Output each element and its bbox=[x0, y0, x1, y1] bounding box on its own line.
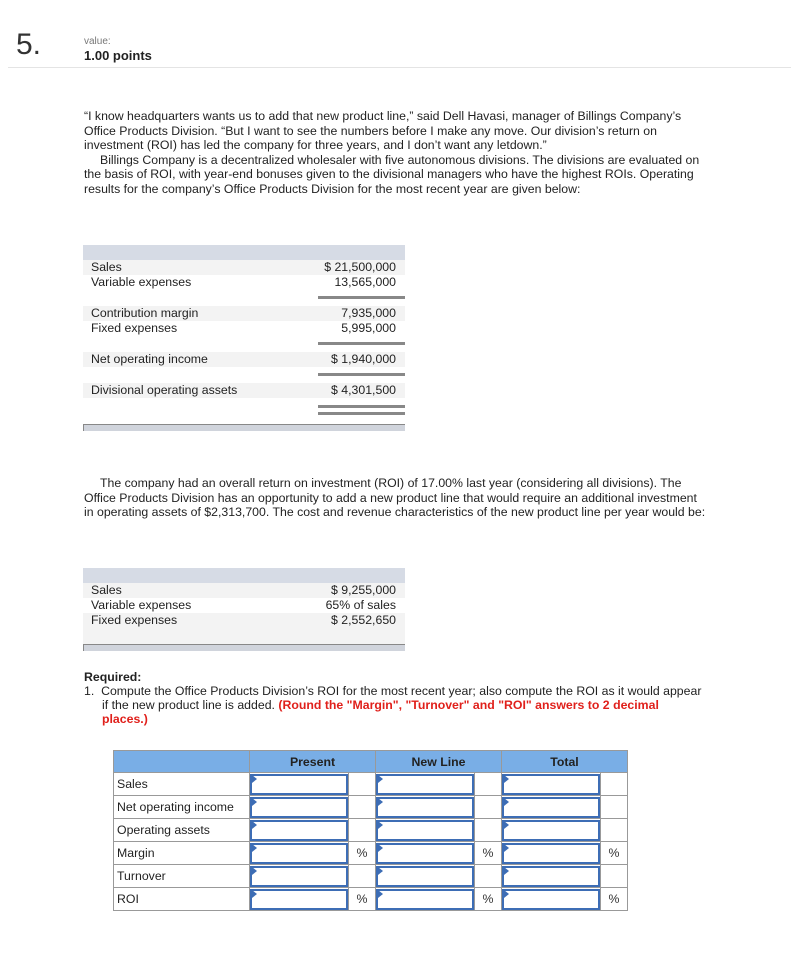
marker-icon bbox=[378, 798, 383, 806]
row-label: ROI bbox=[114, 888, 250, 911]
unit-label: % bbox=[475, 842, 502, 865]
unit-label bbox=[475, 773, 502, 796]
marker-icon bbox=[252, 890, 257, 898]
result-row: Divisional operating assets $ 4,301,500 bbox=[83, 383, 405, 398]
col-new-line: New Line bbox=[376, 751, 502, 773]
unit-label bbox=[475, 819, 502, 842]
present-input[interactable] bbox=[250, 774, 348, 795]
marker-icon bbox=[378, 890, 383, 898]
answer-row bbox=[114, 888, 628, 911]
intro-text bbox=[84, 109, 709, 196]
unit-label bbox=[601, 796, 628, 819]
points: 1.00 points bbox=[84, 48, 152, 63]
new-line-input[interactable] bbox=[376, 889, 474, 910]
marker-icon bbox=[252, 775, 257, 783]
result-row: Sales $ 21,500,000 bbox=[83, 260, 405, 275]
intro-paragraph-2: Billings Company is a decentralized wholesaler with five autonomous divisions. The divisions are evaluated on the basis of ROI, with year-end bonuses given to the divisional managers who have the highest ROIs. Operating results for the company’s Office Products Division for the most recent year are given below: bbox=[84, 152, 700, 196]
marker-icon bbox=[504, 890, 509, 898]
rounding-note: (Round the "Margin", "Turnover" and "ROI" answers to 2 decimal places.) bbox=[102, 698, 659, 726]
answer-row bbox=[114, 865, 628, 888]
unit-label bbox=[475, 796, 502, 819]
col-present: Present bbox=[250, 751, 376, 773]
unit-label bbox=[349, 796, 376, 819]
unit-label: % bbox=[601, 842, 628, 865]
new-line-input[interactable] bbox=[376, 820, 474, 841]
row-label: Turnover bbox=[114, 865, 250, 888]
required-heading: Required: bbox=[84, 670, 142, 684]
marker-icon bbox=[378, 775, 383, 783]
present-input[interactable] bbox=[250, 820, 348, 841]
operating-results-table bbox=[83, 245, 405, 431]
marker-icon bbox=[504, 867, 509, 875]
required-item: 1. Compute the Office Products Division’s ROI for the most recent year; also compute the ROI as it would appear if the new product line is added. bbox=[84, 684, 702, 712]
marker-icon bbox=[252, 821, 257, 829]
unit-label: % bbox=[475, 888, 502, 911]
answer-row bbox=[114, 796, 628, 819]
unit-label: % bbox=[601, 888, 628, 911]
new-line-input[interactable] bbox=[376, 774, 474, 795]
present-input[interactable] bbox=[250, 843, 348, 864]
new-line-input[interactable] bbox=[376, 797, 474, 818]
col-total: Total bbox=[502, 751, 628, 773]
marker-icon bbox=[252, 844, 257, 852]
unit-label bbox=[475, 865, 502, 888]
unit-label bbox=[601, 819, 628, 842]
new-line-input[interactable] bbox=[376, 843, 474, 864]
result-row: Contribution margin 7,935,000 bbox=[83, 306, 405, 321]
total-input[interactable] bbox=[502, 820, 600, 841]
unit-label bbox=[349, 773, 376, 796]
result-row: Fixed expenses 5,995,000 bbox=[91, 321, 396, 335]
present-input[interactable] bbox=[250, 866, 348, 887]
marker-icon bbox=[378, 844, 383, 852]
unit-label: % bbox=[349, 842, 376, 865]
total-input[interactable] bbox=[502, 889, 600, 910]
answer-row bbox=[114, 773, 628, 796]
marker-icon bbox=[378, 867, 383, 875]
required-section bbox=[84, 670, 704, 726]
new-line-table bbox=[83, 568, 405, 651]
marker-icon bbox=[504, 844, 509, 852]
paragraph-3: The company had an overall return on investment (ROI) of 17.00% last year (considering all divisions). The Office Products Division has an opportunity to add a new product line that would require an additional investment in operating assets of $2,313,700. The cost and revenue characteristics of the new product line per year would be: bbox=[84, 476, 706, 519]
present-input[interactable] bbox=[250, 797, 348, 818]
row-label: Sales bbox=[114, 773, 250, 796]
total-input[interactable] bbox=[502, 866, 600, 887]
marker-icon bbox=[504, 821, 509, 829]
row-label: Net operating income bbox=[114, 796, 250, 819]
header-blank bbox=[114, 751, 250, 773]
newline-row: Sales $ 9,255,000 bbox=[83, 583, 405, 598]
value-label: value: bbox=[84, 36, 111, 47]
answer-row bbox=[114, 819, 628, 842]
unit-label bbox=[601, 773, 628, 796]
total-input[interactable] bbox=[502, 797, 600, 818]
question-number: 5. bbox=[16, 28, 42, 61]
result-row: Variable expenses 13,565,000 bbox=[91, 275, 396, 289]
divider bbox=[8, 67, 791, 68]
unit-label: % bbox=[349, 888, 376, 911]
present-input[interactable] bbox=[250, 889, 348, 910]
unit-label bbox=[349, 865, 376, 888]
total-input[interactable] bbox=[502, 774, 600, 795]
total-input[interactable] bbox=[502, 843, 600, 864]
unit-label bbox=[349, 819, 376, 842]
newline-row: Variable expenses 65% of sales bbox=[91, 598, 396, 612]
newline-row: Fixed expenses $ 2,552,650 bbox=[83, 613, 405, 628]
marker-icon bbox=[504, 798, 509, 806]
row-label: Margin bbox=[114, 842, 250, 865]
intro-paragraph: “I know headquarters wants us to add that new product line,” said Dell Havasi, manager of Billings Company’s Office Products Division. “But I want to see the numbers before I make any move. Our division’s return on investment (ROI) has led the company for three years, and I don’t want any letdown.” bbox=[84, 109, 682, 152]
answer-row bbox=[114, 842, 628, 865]
marker-icon bbox=[504, 775, 509, 783]
unit-label bbox=[601, 865, 628, 888]
row-label: Operating assets bbox=[114, 819, 250, 842]
answer-table bbox=[113, 750, 628, 911]
marker-icon bbox=[378, 821, 383, 829]
result-row: Net operating income $ 1,940,000 bbox=[83, 352, 405, 367]
new-line-input[interactable] bbox=[376, 866, 474, 887]
marker-icon bbox=[252, 867, 257, 875]
marker-icon bbox=[252, 798, 257, 806]
